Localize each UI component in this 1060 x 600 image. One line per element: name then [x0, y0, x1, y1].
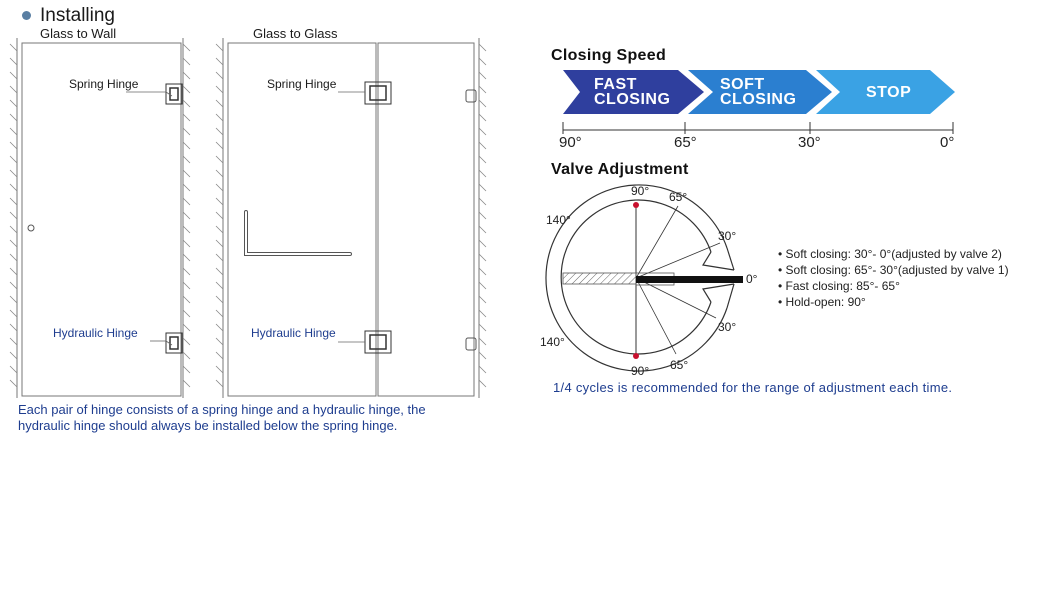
valve-adjustment-title: Valve Adjustment [551, 161, 689, 178]
scale-label-90: 90° [559, 134, 582, 151]
valve-legend [778, 246, 1009, 310]
legend-item-text: Soft closing: 30°- 0°(adjusted by valve 2) [785, 247, 1002, 261]
hatch-line [10, 254, 17, 261]
hatch-line [10, 156, 17, 163]
spring-hinge-label-2: Spring Hinge [267, 77, 337, 91]
hatch-line [183, 86, 190, 93]
hatch-line [479, 268, 486, 275]
hatch-line [183, 310, 190, 317]
scale-label-0: 0° [940, 134, 955, 151]
hatch-line [479, 72, 486, 79]
spring-hinge-2 [338, 82, 391, 104]
installation-note-line2: hydraulic hinge should always be installed below the spring hinge. [18, 418, 398, 433]
hatch-line [479, 352, 486, 359]
fast-closing-line1: FAST [594, 76, 637, 93]
angle-label-bottom-30: 30° [718, 320, 737, 334]
hatch-line [216, 128, 223, 135]
stop-label: STOP [866, 84, 912, 101]
hatch-line [479, 254, 486, 261]
hatch-line [216, 338, 223, 345]
hatch-line [183, 44, 190, 51]
hatch-line [10, 170, 17, 177]
fast-closing-label [594, 77, 670, 107]
hatch-line [216, 310, 223, 317]
hatch-line [479, 100, 486, 107]
hatch-line [183, 212, 190, 219]
legend-item: • Fast closing: 85°- 65° [778, 279, 900, 293]
hatch-line [216, 352, 223, 359]
hatch-line [10, 226, 17, 233]
legend-item: • Hold-open: 90° [778, 295, 866, 309]
hatch-line [10, 296, 17, 303]
soft-closing-label [720, 77, 796, 107]
hatch-line [10, 44, 17, 51]
hatch-line [479, 156, 486, 163]
hatch-line [216, 296, 223, 303]
hatch-line [10, 100, 17, 107]
hatch-line [479, 212, 486, 219]
spring-hinge-label-1: Spring Hinge [69, 77, 139, 91]
hatch-line [183, 142, 190, 149]
hatch-line [479, 198, 486, 205]
hatch-line [10, 310, 17, 317]
hatch-line [216, 184, 223, 191]
hatch-line [10, 352, 17, 359]
hatch-line [183, 114, 190, 121]
hatch-line [183, 100, 190, 107]
hatch-line [10, 380, 17, 387]
hatch-line [10, 128, 17, 135]
hatch-line [10, 58, 17, 65]
fixed-glass-panel [378, 43, 474, 396]
hatch-line [10, 86, 17, 93]
hatch-line [10, 114, 17, 121]
glass-to-wall-title: Glass to Wall [40, 26, 117, 41]
hatch-line [479, 44, 486, 51]
scale-label-30: 30° [798, 134, 821, 151]
angle-label-top-90: 90° [631, 184, 650, 198]
hatch-line [216, 324, 223, 331]
angle-label-top-65: 65° [669, 190, 688, 204]
legend-item-text: Soft closing: 65°- 30°(adjusted by valve 1) [785, 263, 1009, 277]
wall-hatching [216, 44, 223, 387]
glass-to-glass-door [228, 43, 376, 396]
hatch-line [216, 58, 223, 65]
hatch-line [183, 282, 190, 289]
hatch-line [216, 198, 223, 205]
hatch-line [216, 254, 223, 261]
hatch-line [10, 142, 17, 149]
speed-scale [563, 122, 953, 134]
hatch-line [183, 72, 190, 79]
hydraulic-hinge-2 [338, 331, 391, 353]
fast-closing-line2: CLOSING [594, 91, 671, 108]
hatch-line [479, 86, 486, 93]
hatch-line [479, 380, 486, 387]
hydraulic-hinge-label-1: Hydraulic Hinge [53, 326, 138, 340]
hatch-line [183, 296, 190, 303]
hatch-line [10, 72, 17, 79]
wall-hatching [479, 44, 486, 387]
angle-label-zero: 0° [746, 272, 758, 286]
installing-title: Installing [40, 5, 115, 26]
glass-to-glass-title: Glass to Glass [253, 26, 338, 41]
hatch-line [216, 72, 223, 79]
soft-closing-line1: SOFT [720, 76, 765, 93]
hatch-line [183, 170, 190, 177]
installation-note-line1: Each pair of hinge consists of a spring hinge and a hydraulic hinge, the [18, 402, 426, 417]
wall-hatching [10, 44, 17, 387]
hatch-line [479, 324, 486, 331]
angle-label-bottom-140: 140° [540, 335, 565, 349]
hatch-line [10, 324, 17, 331]
hatch-line [216, 240, 223, 247]
legend-item: • Soft closing: 30°- 0°(adjusted by valve 2) [778, 247, 1002, 261]
hatch-line [479, 58, 486, 65]
hatch-line [216, 380, 223, 387]
hatch-line [183, 128, 190, 135]
hatch-line [479, 310, 486, 317]
hatch-line [183, 380, 190, 387]
hatch-line [183, 226, 190, 233]
hydraulic-hinge-label-2: Hydraulic Hinge [251, 326, 336, 340]
hatch-line [183, 240, 190, 247]
wall-hatching [183, 44, 190, 387]
hatch-line [216, 156, 223, 163]
hatch-line [479, 114, 486, 121]
hatch-line [479, 170, 486, 177]
hatch-line [183, 268, 190, 275]
hatch-line [10, 198, 17, 205]
hatch-line [479, 282, 486, 289]
door-knob [28, 225, 34, 231]
hatch-line [216, 100, 223, 107]
hatch-line [183, 324, 190, 331]
hatch-line [479, 366, 486, 373]
hatch-line [10, 268, 17, 275]
hatch-line [216, 170, 223, 177]
closing-speed-title: Closing Speed [551, 47, 667, 64]
angle-label-top-30: 30° [718, 229, 737, 243]
angle-label-bottom-90: 90° [631, 364, 650, 378]
hatch-line [10, 282, 17, 289]
hatch-line [479, 240, 486, 247]
hatch-line [479, 296, 486, 303]
hatch-line [479, 226, 486, 233]
hatch-line [216, 226, 223, 233]
hatch-line [183, 58, 190, 65]
hatch-line [216, 268, 223, 275]
hatch-line [479, 338, 486, 345]
soft-closing-line2: CLOSING [720, 91, 797, 108]
hatch-line [216, 282, 223, 289]
hatch-line [216, 114, 223, 121]
hatch-line [10, 212, 17, 219]
hatch-line [216, 142, 223, 149]
hatch-line [183, 198, 190, 205]
legend-item: • Soft closing: 65°- 30°(adjusted by valve 1) [778, 263, 1009, 277]
hydraulic-hinge-1 [150, 333, 182, 353]
valve-dial [546, 185, 743, 371]
hatch-line [183, 352, 190, 359]
door-handle [246, 212, 350, 254]
installation-note [18, 402, 498, 434]
scale-label-65: 65° [674, 134, 697, 151]
hatch-line [10, 184, 17, 191]
hatch-line [479, 142, 486, 149]
hatch-line [216, 44, 223, 51]
adjustment-tip: 1/4 cycles is recommended for the range of adjustment each time. [553, 380, 953, 395]
angle-label-top-140: 140° [546, 213, 571, 227]
hatch-line [479, 184, 486, 191]
hatch-line [183, 254, 190, 261]
angle-label-bottom-65: 65° [670, 358, 689, 372]
hatch-line [183, 184, 190, 191]
hatch-line [183, 156, 190, 163]
bullet-icon [22, 11, 31, 20]
hatch-line [216, 86, 223, 93]
hatch-line [10, 338, 17, 345]
hatch-line [216, 366, 223, 373]
legend-item-text: Hold-open: 90° [785, 295, 866, 309]
hatch-line [183, 366, 190, 373]
legend-item-text: Fast closing: 85°- 65° [785, 279, 900, 293]
hatch-line [183, 338, 190, 345]
glass-to-wall-door [22, 43, 181, 396]
hatch-line [479, 128, 486, 135]
hatch-line [10, 240, 17, 247]
hatch-line [216, 212, 223, 219]
hatch-line [10, 366, 17, 373]
